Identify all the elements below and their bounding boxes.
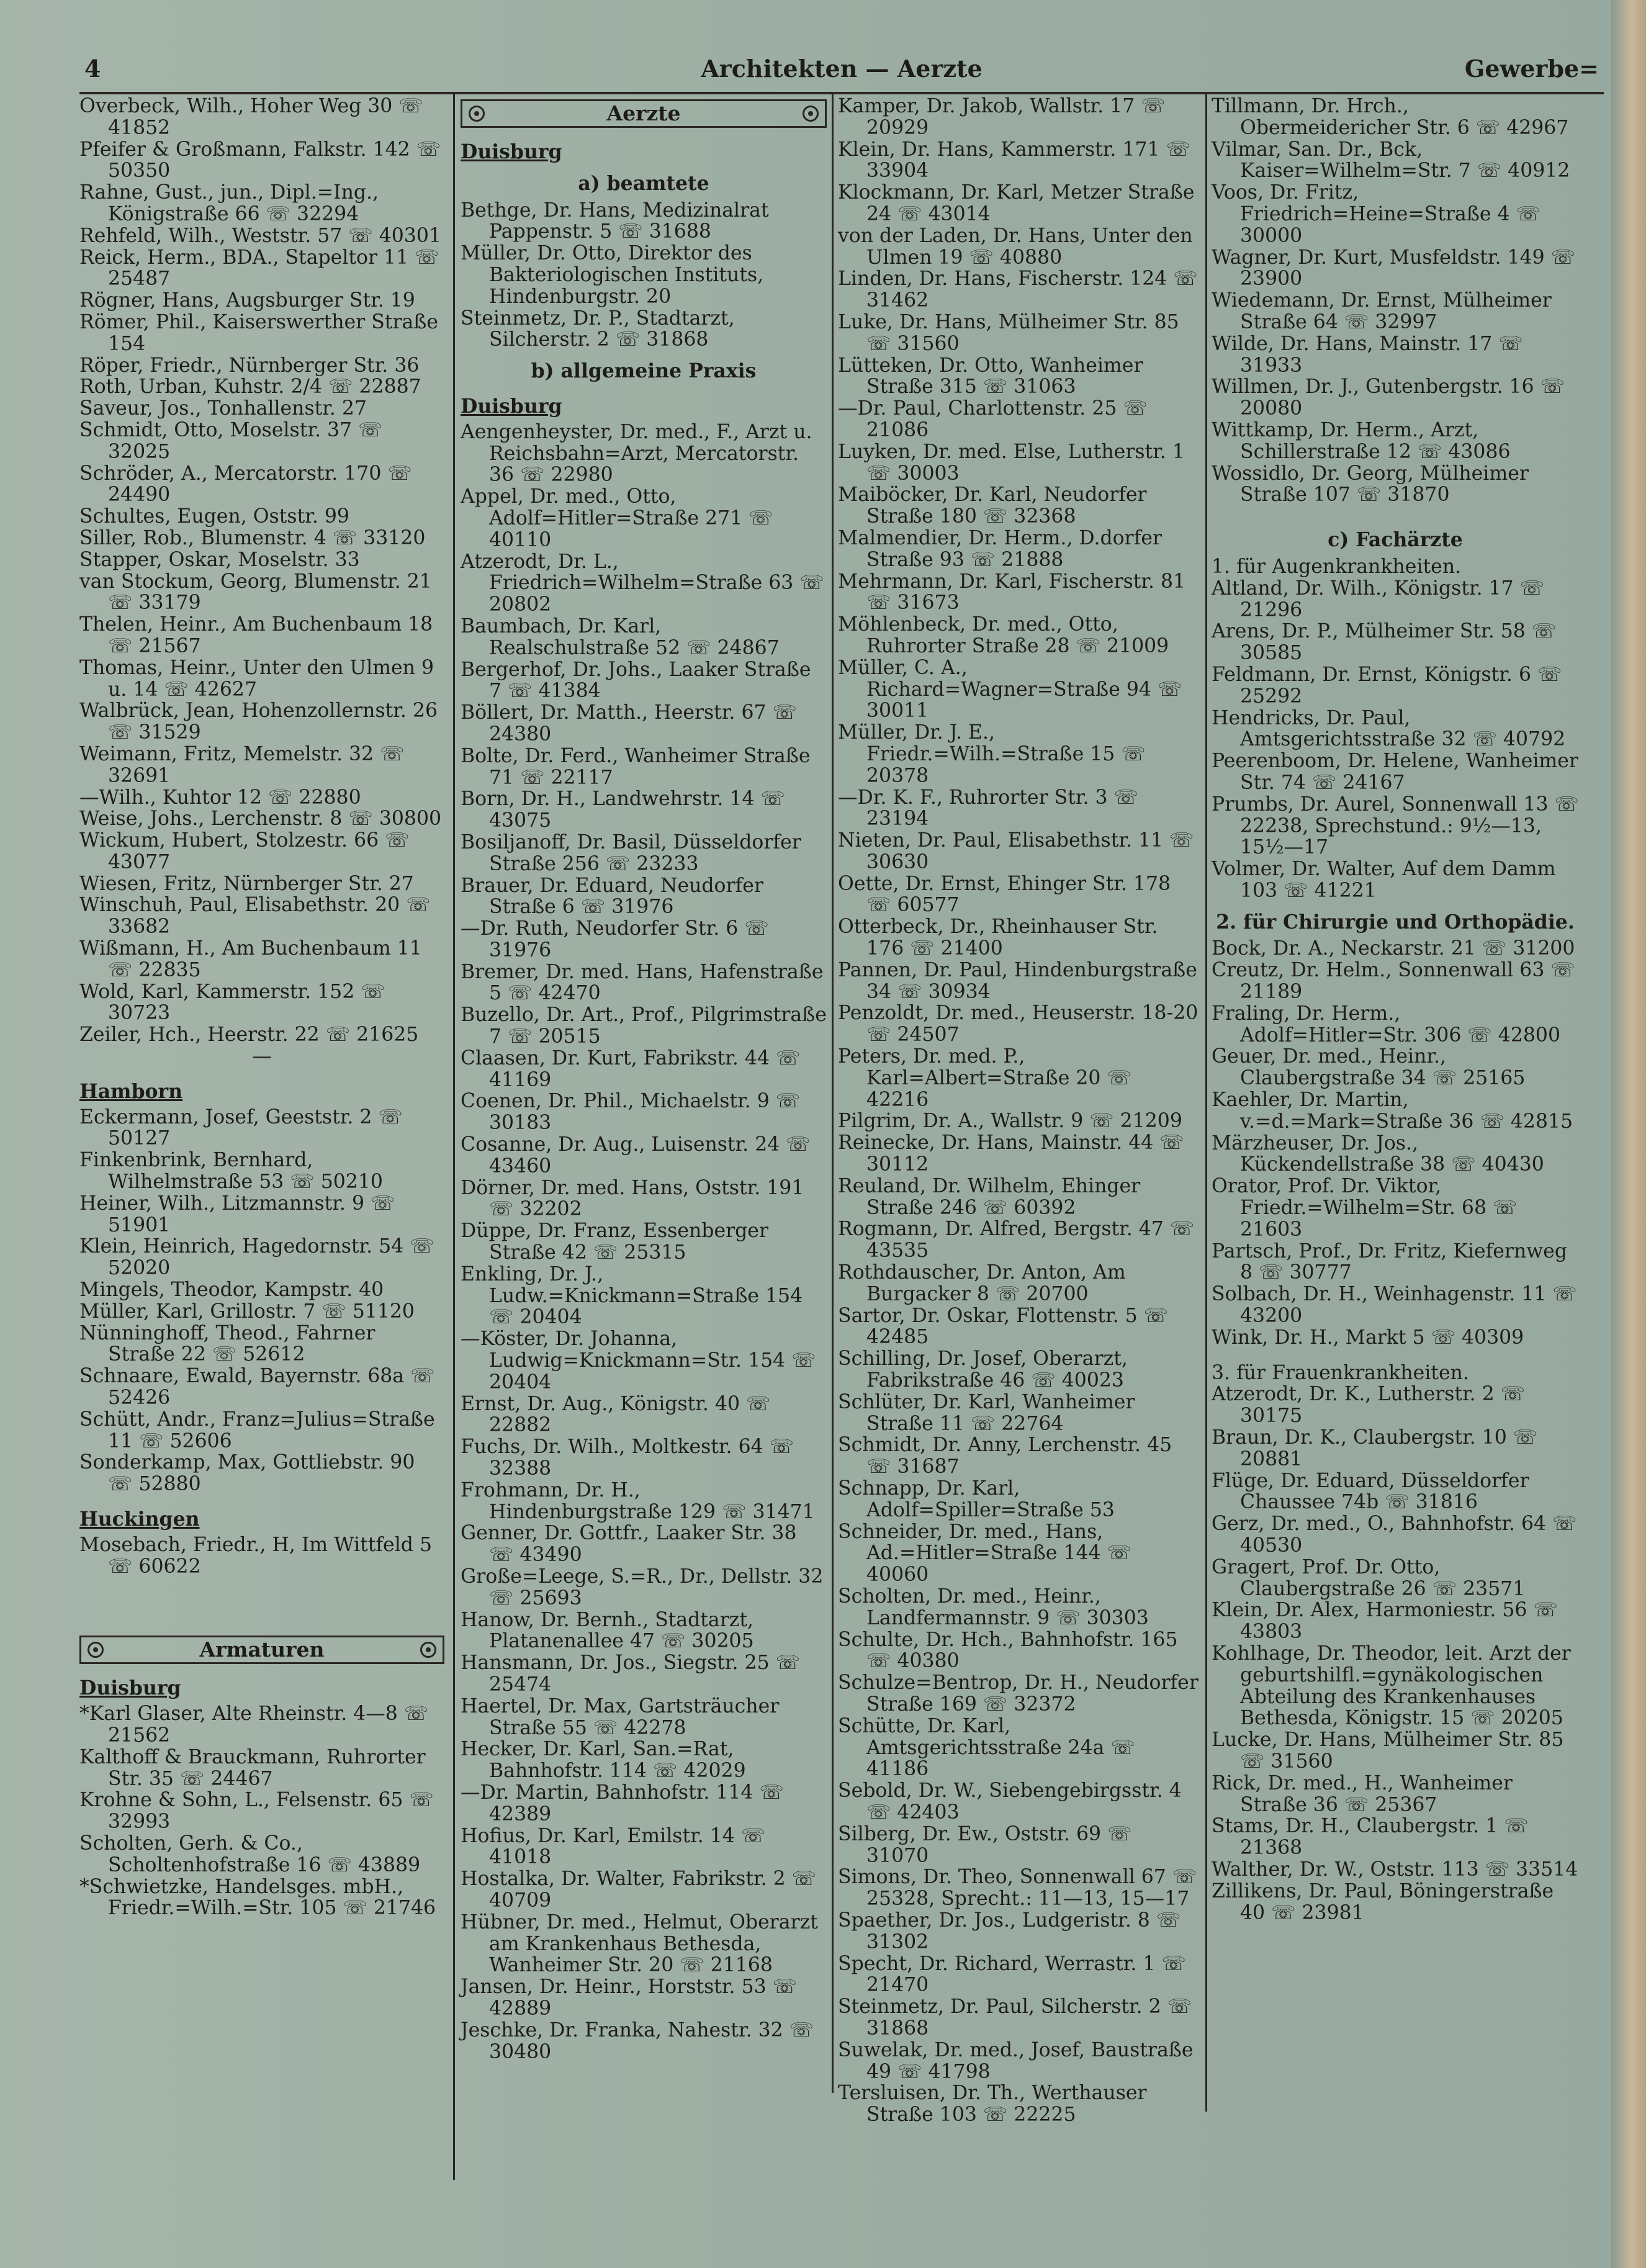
directory-entry: Overbeck, Wilh., Hoher Weg 30 ☏ 41852 [79,95,423,139]
directory-entry: Schnaare, Ewald, Bayernstr. 68a ☏ 52426 [79,1365,435,1410]
directory-entry: Fuchs, Dr. Wilh., Moltkestr. 64 ☏ 32388 [461,1436,794,1480]
directory-entry: Wittkamp, Dr. Herm., Arzt, Schillerstraße 12 ☏ 43086 [1212,418,1511,463]
directory-entry: *Schwietzke, Handelsges. mbH., Friedr.=Wilh.=Str. 105 ☏ 21746 [79,1875,436,1920]
directory-entry: —Dr. Martin, Bahnhofstr. 114 ☏ 42389 [461,1781,784,1825]
directory-entry: Schmidt, Dr. Anny, Lerchenstr. 45 ☏ 31687 [838,1434,1172,1478]
directory-entry: Sebold, Dr. W., Siebengebirgsstr. 4 ☏ 42403 [838,1780,1182,1824]
directory-entry: Luyken, Dr. med. Else, Lutherstr. 1 ☏ 30003 [838,440,1185,485]
directory-entry: *Karl Glaser, Alte Rheinstr. 4—8 ☏ 21562 [79,1703,429,1747]
directory-entry: Schröder, A., Mercatorstr. 170 ☏ 24490 [79,462,412,506]
directory-entry: Saveur, Jos., Tonhallenstr. 27 [79,397,367,420]
directory-entry: Scholten, Dr. med., Heinr., Landfermannstr. 9 ☏ 30303 [838,1585,1149,1629]
directory-entry: Hendricks, Dr. Paul, Amtsgerichtsstraße 32 ☏ 40792 [1212,706,1566,751]
running-title: Architekten — Aerzte [701,55,983,83]
directory-entry: Braun, Dr. K., Claubergstr. 10 ☏ 20881 [1212,1426,1538,1470]
directory-entry: Prumbs, Dr. Aurel, Sonnenwall 13 ☏ 22238, Sprechstund.: 9½—13, 15½—17 [1212,793,1579,859]
directory-entry: Mingels, Theodor, Kampstr. 40 [79,1279,384,1302]
directory-entry: Nünninghoff, Theod., Fahrner Straße 22 ☏ 52612 [79,1321,376,1366]
directory-entry: Otterbeck, Dr., Rheinhauser Str. 176 ☏ 21400 [838,916,1158,960]
directory-entry: Heiner, Wilh., Litzmannstr. 9 ☏ 51901 [79,1192,395,1236]
directory-entry: Märzheuser, Dr. Jos., Kückendellstraße 38 ☏ 40430 [1212,1132,1544,1176]
directory-entry: Hübner, Dr. med., Helmut, Oberarzt am Krankenhaus Bethesda, Wanheimer Str. 20 ☏ 21168 [461,1910,818,1977]
page-header [84,55,1599,92]
directory-entry: Kaehler, Dr. Martin, v.=d.=Mark=Straße 36 ☏ 42815 [1212,1089,1573,1133]
directory-entry: Nieten, Dr. Paul, Elisabethstr. 11 ☏ 30630 [838,829,1194,873]
directory-entry: Röper, Friedr., Nürnberger Str. 36 [79,354,420,377]
directory-entry: Orator, Prof. Dr. Viktor, Friedr.=Wilhelm=Str. 68 ☏ 21603 [1212,1175,1518,1241]
spacer [79,1591,444,1604]
directory-entry: Claasen, Dr. Kurt, Fabrikstr. 44 ☏ 41169 [461,1046,801,1091]
directory-entry: Dörner, Dr. med. Hans, Oststr. 191 ☏ 32202 [461,1176,804,1221]
directory-entry: Gerz, Dr. med., O., Bahnhofstr. 64 ☏ 40530 [1212,1513,1577,1557]
directory-entry: Große=Leege, S.=R., Dr., Dellstr. 32 ☏ 25693 [461,1565,824,1609]
directory-entry: Spaether, Dr. Jos., Ludgeristr. 8 ☏ 31302 [838,1909,1181,1953]
ornament-dot-icon [88,1642,104,1658]
directory-entry: Rögner, Hans, Augsburger Str. 19 [79,289,415,312]
page-edge [1611,0,1646,2268]
spacer [79,1577,444,1591]
directory-entry: van Stockum, Georg, Blumenstr. 21 ☏ 33179 [79,570,432,614]
directory-entry: Willmen, Dr. J., Gutenbergstr. 16 ☏ 20080 [1212,376,1565,420]
directory-entry: Krohne & Sohn, L., Felsenstr. 65 ☏ 32993 [79,1789,434,1834]
column-3 [838,96,1199,2126]
directory-entry: Coenen, Dr. Phil., Michaelstr. 9 ☏ 30183 [461,1090,801,1135]
directory-entry: Lucke, Dr. Hans, Mülheimer Str. 85 ☏ 31560 [1212,1729,1564,1773]
directory-entry: Frohmann, Dr. H., Hindenburgstraße 129 ☏ 31471 [461,1478,815,1523]
directory-entry: Pfeifer & Großmann, Falkstr. 142 ☏ 50350 [79,138,441,182]
page-number: 4 [84,55,101,83]
directory-entry: Scholten, Gerh. & Co., Scholtenhofstraße 16 ☏ 43889 [79,1832,421,1876]
directory-entry: Winschuh, Paul, Elisabethstr. 20 ☏ 33682 [79,894,431,938]
directory-entry: Hostalka, Dr. Walter, Fabrikstr. 2 ☏ 40709 [461,1868,817,1912]
directory-entry: Specht, Dr. Richard, Werrastr. 1 ☏ 21470 [838,1952,1186,1997]
directory-entry: Genner, Dr. Gottfr., Laaker Str. 38 ☏ 43490 [461,1522,797,1567]
section-heading-box [461,99,827,128]
subsection-heading: c) Fachärzte [1328,528,1463,552]
directory-entry: Kalthoff & Brauckmann, Ruhrorter Str. 35 ☏ 24467 [79,1745,426,1790]
column-divider-1 [453,94,455,2180]
directory-entry: Stapper, Oskar, Moselstr. 33 [79,548,360,571]
directory-entry: Reick, Herm., BDA., Stapeltor 11 ☏ 25487 [79,246,439,290]
directory-entry: Müller, C. A., Richard=Wagner=Straße 94 ☏ 30011 [838,656,1182,722]
directory-entry: Geuer, Dr. med., Heinr., Claubergstraße 34 ☏ 25165 [1212,1045,1526,1090]
directory-entry: Finkenbrink, Bernhard, Wilhelmstraße 53 ☏ 50210 [79,1149,383,1194]
directory-entry: Kamper, Dr. Jakob, Wallstr. 17 ☏ 20929 [838,95,1166,139]
directory-entry: Bremer, Dr. med. Hans, Hafenstraße 5 ☏ 42470 [461,960,824,1005]
directory-entry: Vilmar, San. Dr., Bck, Kaiser=Wilhelm=Str. 7 ☏ 40912 [1212,138,1570,182]
directory-entry: Aengenheyster, Dr. med., F., Arzt u. Reichsbahn=Arzt, Mercatorstr. 36 ☏ 22980 [461,420,812,487]
directory-entry: Atzerodt, Dr. K., Lutherstr. 2 ☏ 30175 [1212,1383,1526,1428]
directory-entry: Walbrück, Jean, Hohenzollernstr. 26 ☏ 31529 [79,700,438,744]
directory-entry: Pilgrim, Dr. A., Wallstr. 9 ☏ 21209 [838,1110,1182,1133]
directory-entry: Walther, Dr. W., Oststr. 113 ☏ 33514 [1212,1858,1578,1881]
column-4 [1212,96,1579,1924]
directory-entry: Stams, Dr. H., Claubergstr. 1 ☏ 21368 [1212,1815,1529,1860]
directory-entry: Bock, Dr. A., Neckarstr. 21 ☏ 31200 [1212,937,1575,960]
directory-entry: Siller, Rob., Blumenstr. 4 ☏ 33120 [79,526,426,549]
directory-entry: Baumbach, Dr. Karl, Realschulstraße 52 ☏ 24867 [461,614,780,659]
directory-entry: —Dr. K. F., Ruhrorter Str. 3 ☏ 23194 [838,786,1138,830]
directory-entry: Brauer, Dr. Eduard, Neudorfer Straße 6 ☏ 31976 [461,874,763,919]
directory-entry: Schulte, Dr. Hch., Bahnhofstr. 165 ☏ 40380 [838,1628,1178,1673]
directory-entry: Steinmetz, Dr. P., Stadtarzt, Silcherstr. 2 ☏ 31868 [461,307,735,351]
directory-entry: 3. für Frauenkrankheiten. [1212,1361,1469,1384]
directory-entry: Volmer, Dr. Walter, Auf dem Damm 103 ☏ 41221 [1212,858,1556,902]
directory-entry: Schilling, Dr. Josef, Oberarzt, Fabrikstraße 46 ☏ 40023 [838,1348,1128,1392]
directory-entry: Wink, Dr. H., Markt 5 ☏ 40309 [1212,1326,1524,1349]
directory-entry: Maiböcker, Dr. Karl, Neudorfer Straße 180 ☏ 32368 [838,484,1147,528]
directory-entry: Müller, Karl, Grillostr. 7 ☏ 51120 [79,1300,415,1323]
directory-entry: Penzoldt, Dr. med., Heuserstr. 18-20 ☏ 24507 [838,1002,1199,1046]
spacer [79,1618,444,1632]
directory-entry: —Dr. Ruth, Neudorfer Str. 6 ☏ 31976 [461,917,769,961]
directory-entry: Rahne, Gust., jun., Dipl.=Ing., Königstraße 66 ☏ 32294 [79,181,379,225]
directory-entry: Arens, Dr. P., Mülheimer Str. 58 ☏ 30585 [1212,620,1557,665]
directory-entry: Möhlenbeck, Dr. med., Otto, Ruhrorter Straße 28 ☏ 21009 [838,613,1169,657]
directory-entry: Appel, Dr. med., Otto, Adolf=Hitler=Straße 271 ☏ 40110 [461,485,773,551]
catchword: Gewerbe= [1464,55,1599,83]
directory-entry: Jansen, Dr. Heinr., Horststr. 53 ☏ 42889 [461,1976,798,2020]
directory-entry: Hecker, Dr. Karl, San.=Rat, Bahnhofstr. 114 ☏ 42029 [461,1738,746,1783]
directory-entry: Eckermann, Josef, Geeststr. 2 ☏ 50127 [79,1105,403,1150]
column-divider-2 [832,94,834,2093]
directory-entry: Pannen, Dr. Paul, Hindenburgstraße 34 ☏ 30934 [838,958,1197,1003]
separator-dash: — [252,1045,272,1068]
ornament-dot-icon [469,106,485,122]
column-divider-3 [1205,94,1207,2112]
directory-entry: Wiesen, Fritz, Nürnberger Str. 27 [79,872,414,895]
directory-entry: Creutz, Dr. Helm., Sonnenwall 63 ☏ 21189 [1212,959,1575,1004]
directory-entry: Schultes, Eugen, Oststr. 99 [79,505,349,528]
directory-entry: Peters, Dr. med. P., Karl=Albert=Straße 20 ☏ 42216 [838,1045,1131,1111]
column-2 [461,96,827,2063]
directory-entry: Flüge, Dr. Eduard, Düsseldorfer Chaussee 74b ☏ 31816 [1212,1469,1529,1514]
directory-entry: Roth, Urban, Kuhstr. 2/4 ☏ 22887 [79,376,421,398]
directory-entry: Bolte, Dr. Ferd., Wanheimer Straße 71 ☏ 22117 [461,744,811,789]
directory-entry: Reinecke, Dr. Hans, Mainstr. 44 ☏ 30112 [838,1132,1184,1176]
directory-entry: Wossidlo, Dr. Georg, Mülheimer Straße 107 ☏ 31870 [1212,462,1529,506]
directory-entry: Müller, Dr. J. E., Friedr.=Wilh.=Straße 15 ☏ 20378 [838,721,1146,787]
subsection-heading: 2. für Chirurgie und Orthopädie. [1216,910,1575,934]
spacer [1212,506,1579,520]
directory-entry: Ernst, Dr. Aug., Königstr. 40 ☏ 22882 [461,1392,771,1437]
directory-entry: Hansmann, Dr. Jos., Siegstr. 25 ☏ 25474 [461,1652,801,1696]
directory-entry: Wißmann, H., Am Buchenbaum 11 ☏ 22835 [79,937,422,981]
directory-entry: Bosiljanoff, Dr. Basil, Düsseldorfer Straße 256 ☏ 23233 [461,830,801,875]
directory-entry: Peerenboom, Dr. Helene, Wanheimer Str. 74 ☏ 24167 [1212,750,1578,794]
column-1 [79,96,444,1919]
city-heading: Huckingen [79,1508,200,1531]
directory-entry: Wagner, Dr. Kurt, Musfeldstr. 149 ☏ 23900 [1212,246,1576,290]
subsection-heading: b) allgemeine Praxis [531,359,757,383]
directory-entry: Wickum, Hubert, Stolzestr. 66 ☏ 43077 [79,829,410,873]
spacer [79,1604,444,1618]
directory-entry: Klein, Heinrich, Hagedornstr. 54 ☏ 52020 [79,1235,434,1280]
directory-entry: Schneider, Dr. med., Hans, Ad.=Hitler=Straße 144 ☏ 40060 [838,1520,1131,1586]
directory-entry: Müller, Dr. Otto, Direktor des Bakteriologischen Instituts, Hindenburgstr. 20 [461,242,764,308]
city-heading: Hamborn [79,1079,183,1103]
subsection-heading: a) beamtete [578,171,709,195]
directory-entry: Mehrmann, Dr. Karl, Fischerstr. 81 ☏ 31673 [838,570,1186,614]
directory-entry: Silberg, Dr. Ew., Oststr. 69 ☏ 31070 [838,1822,1132,1867]
directory-entry: Malmendier, Dr. Herm., D.dorfer Straße 93 ☏ 21888 [838,526,1163,571]
directory-entry: Thelen, Heinr., Am Buchenbaum 18 ☏ 21567 [79,613,433,657]
directory-entry: Steinmetz, Dr. Paul, Silcherstr. 2 ☏ 31868 [838,1996,1192,2040]
directory-entry: Hanow, Dr. Bernh., Stadtarzt, Platanenallee 47 ☏ 30205 [461,1608,754,1653]
directory-entry: 1. für Augenkrankheiten. [1212,555,1462,578]
directory-entry: Schlüter, Dr. Karl, Wanheimer Straße 11 ☏ 22764 [838,1390,1135,1435]
city-heading: Duisburg [79,1676,181,1700]
directory-entry: Klockmann, Dr. Karl, Metzer Straße 24 ☏ 43014 [838,181,1195,225]
directory-entry: Solbach, Dr. H., Weinhagenstr. 11 ☏ 43200 [1212,1283,1577,1328]
directory-entry: Jeschke, Dr. Franka, Nahestr. 32 ☏ 30480 [461,2018,814,2063]
directory-entry: Oette, Dr. Ernst, Ehinger Str. 178 ☏ 60577 [838,872,1171,917]
directory-entry: Zeiler, Hch., Heerstr. 22 ☏ 21625 [79,1024,419,1046]
directory-entry: Enkling, Dr. J., Ludw.=Knickmann=Straße 154 ☏ 20404 [461,1262,803,1329]
directory-entry: Reuland, Dr. Wilhelm, Ehinger Straße 246 ☏ 60392 [838,1174,1141,1219]
directory-entry: —Köster, Dr. Johanna, Ludwig=Knickmann=Str. 154 ☏ 20404 [461,1328,816,1393]
directory-entry: Born, Dr. H., Landwehrstr. 14 ☏ 43075 [461,788,785,832]
spacer [1212,1349,1579,1362]
directory-entry: Tillmann, Dr. Hrch., Obermeidericher Str. 6 ☏ 42967 [1212,95,1569,139]
directory-entry: Feldmann, Dr. Ernst, Königstr. 6 ☏ 25292 [1212,663,1562,708]
directory-entry: Schulze=Bentrop, Dr. H., Neudorfer Straße 169 ☏ 32372 [838,1672,1199,1716]
directory-entry: Hofius, Dr. Karl, Emilstr. 14 ☏ 41018 [461,1824,766,1869]
directory-entry: Wiedemann, Dr. Ernst, Mülheimer Straße 64 ☏ 32997 [1212,289,1552,333]
directory-entry: Suwelak, Dr. med., Josef, Baustraße 49 ☏ 41798 [838,2038,1194,2083]
directory-entry: Schmidt, Otto, Moselstr. 37 ☏ 32025 [79,418,383,463]
section-heading: Aerzte [606,101,681,125]
section-heading-box [79,1636,444,1664]
section-heading: Armaturen [199,1637,325,1662]
directory-entry: Schnapp, Dr. Karl, Adolf=Spiller=Straße 53 [838,1477,1115,1521]
directory-entry: Gragert, Prof. Dr. Otto, Claubergstraße 26 ☏ 23571 [1212,1555,1526,1600]
directory-entry: Lütteken, Dr. Otto, Wanheimer Straße 315 ☏ 31063 [838,354,1143,398]
directory-entry: Rick, Dr. med., H., Wanheimer Straße 36 ☏ 25367 [1212,1771,1513,1816]
directory-entry: Luke, Dr. Hans, Mülheimer Str. 85 ☏ 31560 [838,310,1179,355]
directory-entry: Zillikens, Dr. Paul, Böningerstraße 40 ☏ 23981 [1212,1879,1554,1924]
directory-entry: Sartor, Dr. Oskar, Flottenstr. 5 ☏ 42485 [838,1304,1169,1349]
city-heading: Duisburg [461,394,562,418]
directory-entry: Atzerodt, Dr. L., Friedrich=Wilhelm=Straße 63 ☏ 20802 [461,550,824,616]
directory-entry: Wold, Karl, Kammerstr. 152 ☏ 30723 [79,980,385,1025]
ornament-dot-icon [420,1642,436,1658]
directory-entry: Weimann, Fritz, Memelstr. 32 ☏ 32691 [79,742,405,787]
directory-entry: Römer, Phil., Kaiserswerther Straße 154 [79,310,438,355]
directory-entry: Weise, Johs., Lerchenstr. 8 ☏ 30800 [79,808,442,830]
directory-entry: Simons, Dr. Theo, Sonnenwall 67 ☏ 25328, Sprecht.: 11—13, 15—17 [838,1866,1197,1910]
directory-entry: Bethge, Dr. Hans, Medizinalrat Pappenstr. 5 ☏ 31688 [461,199,769,243]
directory-entry: Haertel, Dr. Max, Gartsträucher Straße 55 ☏ 42278 [461,1694,780,1739]
directory-entry: Rogmann, Dr. Alfred, Bergstr. 47 ☏ 43535 [838,1218,1195,1262]
directory-entry: Buzello, Dr. Art., Prof., Pilgrimstraße 7 ☏ 20515 [461,1004,827,1048]
directory-entry: Böllert, Dr. Matth., Heerstr. 67 ☏ 24380 [461,701,797,745]
directory-entry: Wilde, Dr. Hans, Mainstr. 17 ☏ 31933 [1212,332,1523,377]
directory-entry: Fraling, Dr. Herm., Adolf=Hitler=Str. 306 ☏ 42800 [1212,1002,1560,1046]
directory-entry: Rehfeld, Wilh., Weststr. 57 ☏ 40301 [79,224,441,247]
directory-entry: Kohlhage, Dr. Theodor, leit. Arzt der geburtshilfl.=gynäkologischen Abteilung des Krankenhauses Bethesda, Königstr. 15 ☏ 20205 [1212,1642,1571,1730]
directory-entry: Voos, Dr. Fritz, Friedrich=Heine=Straße 4 ☏ 30000 [1212,181,1540,247]
directory-entry: Linden, Dr. Hans, Fischerstr. 124 ☏ 31462 [838,268,1198,312]
city-heading: Duisburg [461,140,562,163]
directory-entry: Thomas, Heinr., Unter den Ulmen 9 u. 14 ☏ 42627 [79,656,434,701]
header-rule [79,92,1604,94]
directory-entry: Rothdauscher, Dr. Anton, Am Burgacker 8 ☏ 20700 [838,1261,1126,1305]
directory-entry: Klein, Dr. Alex, Harmoniestr. 56 ☏ 43803 [1212,1599,1558,1644]
directory-entry: von der Laden, Dr. Hans, Unter den Ulmen 19 ☏ 40880 [838,224,1193,269]
directory-entry: Sonderkamp, Max, Gottliebstr. 90 ☏ 52880 [79,1451,415,1496]
directory-entry: Klein, Dr. Hans, Kammerstr. 171 ☏ 33904 [838,138,1190,182]
directory-entry: Partsch, Prof., Dr. Fritz, Kiefernweg 8 ☏ 30777 [1212,1240,1567,1284]
directory-entry: —Dr. Paul, Charlottenstr. 25 ☏ 21086 [838,397,1148,441]
directory-entry: —Wilh., Kuhtor 12 ☏ 22880 [79,786,361,809]
ornament-dot-icon [803,106,819,122]
directory-entry: Schütte, Dr. Karl, Amtsgerichtsstraße 24a ☏ 41186 [838,1714,1135,1781]
directory-entry: Tersluisen, Dr. Th., Werthauser Straße 103 ☏ 22225 [838,2082,1147,2126]
directory-entry: Schütt, Andr., Franz=Julius=Straße 11 ☏ 52606 [79,1408,435,1452]
directory-entry: Düppe, Dr. Franz, Essenberger Straße 42 ☏ 25315 [461,1220,769,1264]
directory-entry: Bergerhof, Dr. Johs., Laaker Straße 7 ☏ 41384 [461,658,811,703]
directory-entry: Mosebach, Friedr., H, Im Wittfeld 5 ☏ 60622 [79,1533,432,1578]
directory-entry: Cosanne, Dr. Aug., Luisenstr. 24 ☏ 43460 [461,1133,811,1177]
directory-entry: Altland, Dr. Wilh., Königstr. 17 ☏ 21296 [1212,577,1545,621]
